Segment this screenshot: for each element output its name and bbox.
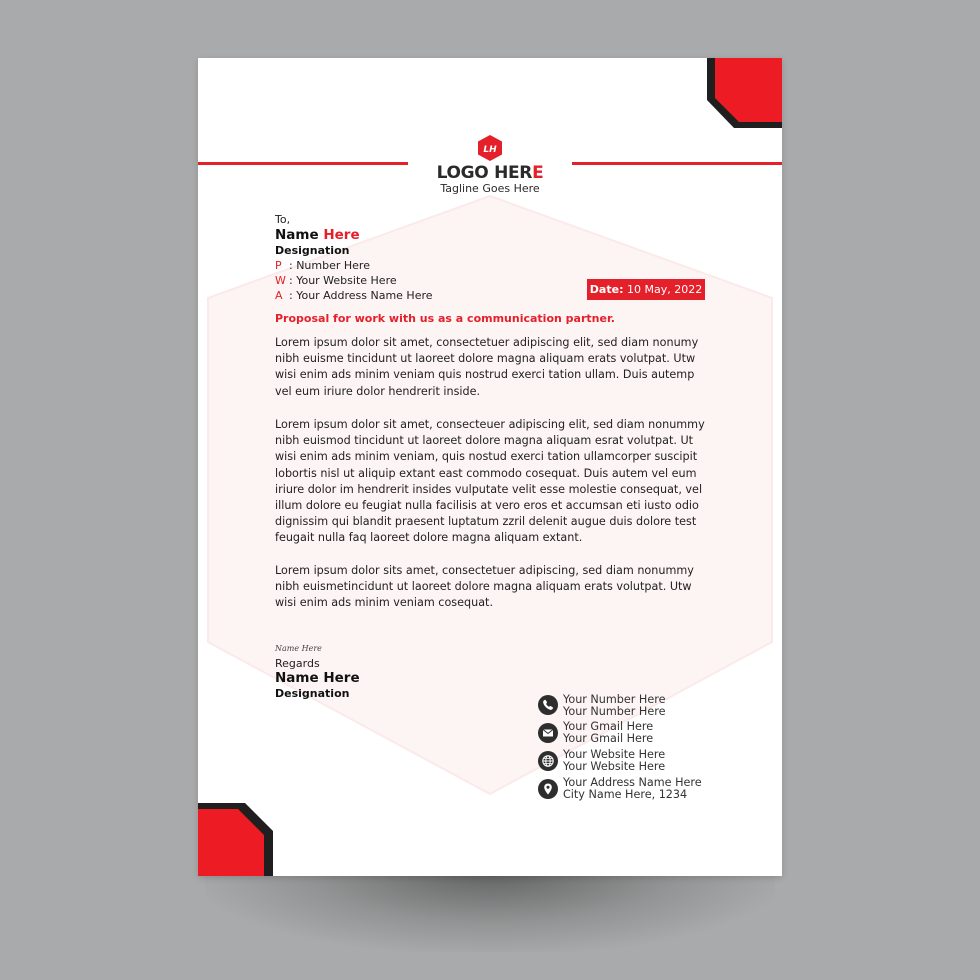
contact-email-line1: Your Gmail Here bbox=[563, 720, 654, 733]
paragraph-line: nibh euismod tincidunt ut laoreet dolore magna aliquam esrat volutpat. Ut bbox=[275, 434, 694, 448]
date-value: 10 May, 2022 bbox=[626, 283, 703, 296]
page-shadow bbox=[205, 872, 775, 952]
email-icon bbox=[538, 723, 558, 743]
recipient-designation: Designation bbox=[275, 244, 350, 257]
logo-name-main: LOGO HER bbox=[436, 163, 533, 183]
paragraph-line: wisi enim ads minim veniam, quis nostud exerci tation ullamcorper suscipit bbox=[275, 450, 698, 464]
contact-address bbox=[563, 777, 702, 801]
paragraph-line: wisi enim ads minim veniam quis nostrud exerci tation ullam. Duis autemp bbox=[275, 368, 695, 382]
date-label: Date: bbox=[589, 283, 624, 296]
recipient-website-value: : Your Website Here bbox=[289, 274, 397, 287]
address-letter: A bbox=[275, 289, 283, 302]
contact-email bbox=[563, 721, 653, 745]
recipient-website bbox=[275, 274, 397, 287]
signature-script: Name Here bbox=[275, 644, 322, 653]
paragraph-line: lobortis nisl ut aliquip extant east commodo cosequat. Duis autem vel eum bbox=[275, 466, 697, 480]
contact-website-line1: Your Website Here bbox=[563, 748, 666, 761]
body-paragraph-1 bbox=[275, 335, 715, 400]
sender-designation: Designation bbox=[275, 687, 350, 700]
letterhead-page bbox=[198, 58, 782, 876]
globe-icon bbox=[538, 751, 558, 771]
paragraph-line: Lorem ipsum dolor sits amet, consectetuer adipiscing, sed diam nonummy bbox=[275, 564, 694, 577]
body-paragraph-3 bbox=[275, 563, 715, 612]
paragraph-line: nibh euismetincidunt ut laoreet dolore magna aliquam erats volutpat. Utw bbox=[275, 580, 692, 594]
contact-website bbox=[563, 749, 665, 773]
logo-name-accent: E bbox=[532, 163, 544, 183]
body-paragraph-2 bbox=[275, 417, 715, 547]
paragraph-line: iriure dolor im hendrerit insides vulputate velit esse molestie consequat, vel bbox=[275, 482, 703, 496]
paragraph-line: illum dolore eu feugiat nulla facilisis at vero eros et accumsan eti iusto odio bbox=[275, 499, 699, 513]
header-line-right bbox=[572, 162, 782, 165]
header-line-left bbox=[198, 162, 408, 165]
logo-mark bbox=[424, 134, 556, 166]
contact-address-line2: City Name Here, 1234 bbox=[563, 788, 688, 801]
contact-phone bbox=[563, 694, 665, 718]
paragraph-line: wisi enim ads minim veniam cosequat. bbox=[275, 596, 493, 610]
paragraph-line: Lorem ipsum dolor sit amet, consecteuer adipiscing elit, sed diam nonummy bbox=[275, 418, 705, 431]
contact-phone-line2: Your Number Here bbox=[563, 705, 666, 718]
recipient-address bbox=[275, 289, 433, 302]
subject-line: Proposal for work with us as a communication partner. bbox=[275, 312, 615, 325]
to-label: To, bbox=[275, 213, 291, 226]
phone-icon bbox=[538, 695, 558, 715]
recipient-name-accent: Here bbox=[323, 227, 360, 243]
recipient-name-first: Name bbox=[275, 227, 319, 243]
logo-initials: LH bbox=[483, 145, 497, 155]
paragraph-line: vel eum iriure dolor hendrerit inside. bbox=[275, 384, 481, 398]
recipient-phone bbox=[275, 259, 370, 272]
recipient-phone-value: : Number Here bbox=[289, 259, 370, 272]
recipient-name bbox=[275, 227, 360, 243]
paragraph-line: nibh euisme tincidunt ut laoreet dolore magna aliquam erats volutpat. Utw bbox=[275, 352, 696, 366]
date-badge bbox=[587, 279, 705, 300]
logo-name bbox=[424, 163, 556, 183]
contact-email-line2: Your Gmail Here bbox=[563, 732, 654, 745]
logo-tagline: Tagline Goes Here bbox=[440, 182, 540, 195]
location-pin-icon bbox=[538, 779, 558, 799]
recipient-address-value: : Your Address Name Here bbox=[289, 289, 433, 302]
phone-letter: P bbox=[275, 259, 282, 272]
contact-address-line1: Your Address Name Here bbox=[563, 776, 702, 789]
contact-phone-line1: Your Number Here bbox=[563, 693, 666, 706]
paragraph-line: dignissim qui blandit praesent luptatum zzril delenit augue duis dolore test bbox=[275, 515, 697, 529]
website-letter: W bbox=[275, 274, 286, 287]
logo-hexagon-icon bbox=[476, 134, 504, 162]
paragraph-line: Lorem ipsum dolor sit amet, consectetuer adipiscing elit, sed diam nonumy bbox=[275, 336, 699, 349]
paragraph-line: feugait nulla faq laoreet dolore magna aliquam extant. bbox=[275, 531, 583, 545]
regards-label: Regards bbox=[275, 657, 320, 670]
sender-name: Name Here bbox=[275, 670, 360, 686]
contact-website-line2: Your Website Here bbox=[563, 760, 666, 773]
